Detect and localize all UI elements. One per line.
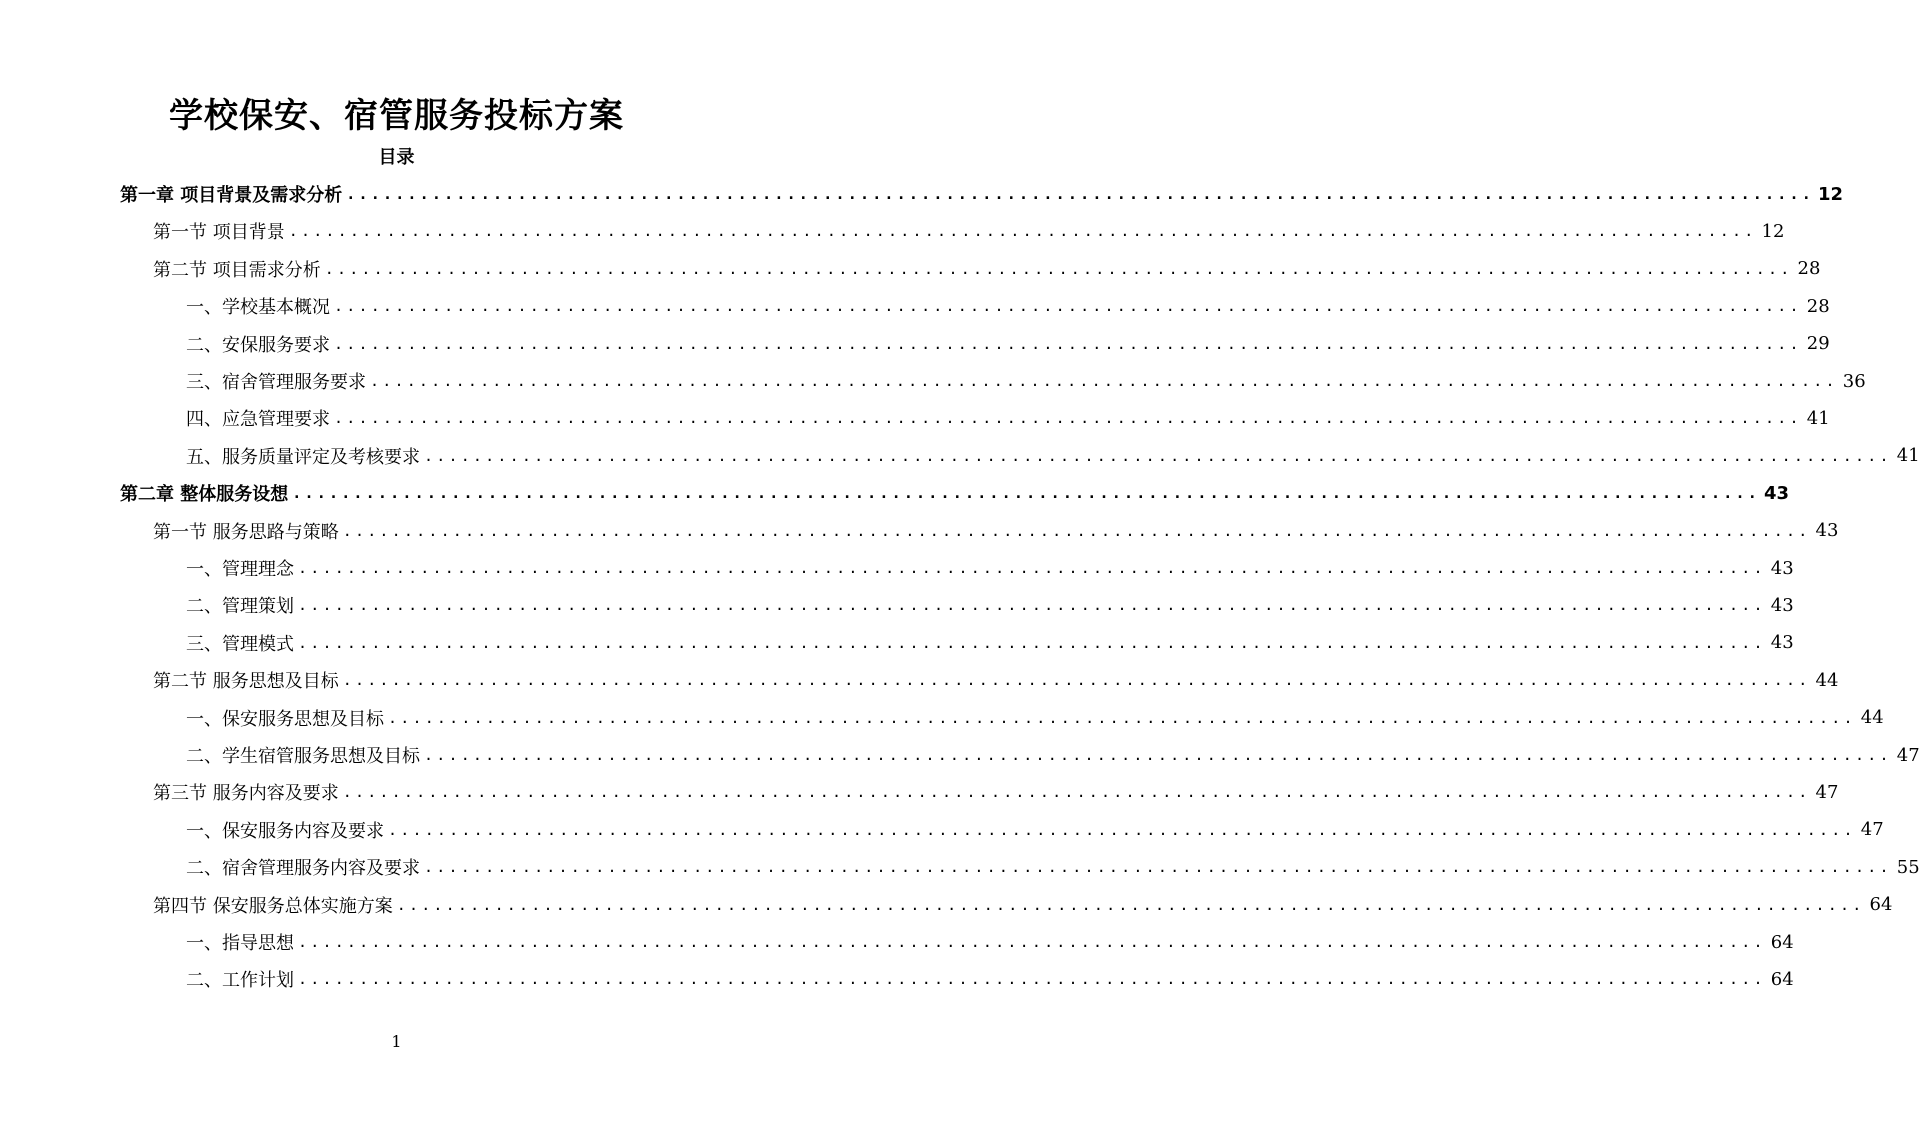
toc-subsection-entry[interactable] — [186, 927, 1794, 957]
toc-chapter-entry[interactable] — [120, 179, 1844, 209]
toc-dot-leader: ........................................................................................................................ — [298, 933, 1766, 951]
toc-subsection-entry[interactable] — [186, 703, 1884, 733]
toc-entry-label: 二、管理策划 — [186, 596, 294, 618]
toc-dot-leader: ........................................................................................................................ — [298, 633, 1766, 652]
toc-dot-leader: ........................................................................................................................ — [324, 259, 1793, 278]
toc-entry-page-number: 44 — [1815, 669, 1839, 691]
toc-entry-page-number: 64 — [1770, 931, 1794, 953]
toc-dot-leader: ........................................................................................................................ — [396, 895, 1865, 914]
toc-subsection-entry[interactable] — [186, 815, 1884, 845]
toc-dot-leader: ........................................................................................................................ — [342, 671, 1811, 690]
toc-entry-label: 一、指导思想 — [186, 933, 294, 954]
toc-dot-leader: ........................................................................................................................ — [292, 484, 1760, 503]
toc-entry-page-number: 43 — [1763, 482, 1790, 504]
toc-subsection-entry[interactable] — [186, 852, 1920, 882]
toc-dot-leader: ........................................................................................................................ — [388, 708, 1856, 727]
toc-section-entry[interactable] — [153, 890, 1893, 920]
toc-entry-page-number: 55 — [1896, 856, 1920, 878]
toc-entry-page-number: 36 — [1842, 370, 1866, 392]
toc-dot-leader: ........................................................................................................................ — [288, 222, 1757, 241]
toc-subsection-entry[interactable] — [186, 628, 1794, 658]
toc-subsection-entry[interactable] — [186, 590, 1794, 620]
toc-entry-page-number: 64 — [1770, 968, 1794, 990]
toc-dot-leader: ........................................................................................................................ — [424, 746, 1892, 764]
toc-entry-page-number: 12 — [1817, 183, 1844, 205]
toc-dot-leader: ........................................................................................................................ — [298, 596, 1766, 615]
toc-chapter-entry[interactable] — [120, 478, 1790, 508]
toc-dot-leader: ........................................................................................................................ — [298, 559, 1766, 577]
toc-entry-label: 第三节 服务内容及要求 — [153, 783, 339, 805]
toc-subsection-entry[interactable] — [186, 964, 1794, 994]
toc-section-entry[interactable] — [153, 516, 1839, 546]
toc-entry-label: 二、安保服务要求 — [186, 334, 330, 356]
toc-entry-label: 第二节 服务思想及目标 — [153, 671, 339, 693]
document-title: 学校保安、宿管服务投标方案 — [169, 96, 624, 136]
toc-entry-page-number: 29 — [1806, 333, 1830, 355]
toc-dot-leader: ........................................................................................................................ — [342, 521, 1811, 540]
toc-entry-label: 三、宿舍管理服务要求 — [186, 372, 366, 393]
toc-entry-page-number: 44 — [1860, 707, 1884, 729]
toc-entry-label: 一、保安服务思想及目标 — [186, 708, 384, 730]
toc-entry-page-number: 47 — [1896, 744, 1920, 766]
toc-entry-label: 一、学校基本概况 — [186, 297, 330, 319]
toc-entry-page-number: 47 — [1860, 819, 1884, 841]
toc-entry-label: 一、管理理念 — [186, 559, 294, 580]
toc-entry-label: 五、服务质量评定及考核要求 — [186, 446, 420, 468]
toc-entry-page-number: 28 — [1806, 295, 1830, 317]
toc-section-entry[interactable] — [153, 216, 1785, 246]
toc-entry-label: 三、管理模式 — [186, 633, 294, 655]
toc-heading: 目录 — [378, 147, 415, 168]
toc-dot-leader: ........................................................................................................................ — [334, 409, 1802, 428]
toc-entry-page-number: 43 — [1770, 557, 1794, 579]
toc-dot-leader: ........................................................................................................................ — [298, 970, 1766, 989]
toc-entry-label: 四、应急管理要求 — [186, 409, 330, 431]
toc-section-entry[interactable] — [153, 665, 1839, 695]
toc-entry-label: 第一节 服务思路与策略 — [153, 521, 339, 543]
toc-entry-page-number: 43 — [1770, 632, 1794, 654]
toc-entry-page-number: 41 — [1896, 445, 1920, 467]
toc-entry-label: 第一章 项目背景及需求分析 — [120, 185, 343, 206]
toc-dot-leader: ........................................................................................................................ — [342, 783, 1811, 802]
toc-dot-leader: ........................................................................................................................ — [334, 297, 1802, 316]
toc-dot-leader: ........................................................................................................................ — [346, 185, 1814, 203]
toc-entry-page-number: 12 — [1761, 220, 1785, 242]
toc-subsection-entry[interactable] — [186, 441, 1920, 471]
toc-dot-leader: ........................................................................................................................ — [388, 820, 1856, 839]
toc-entry-label: 第二节 项目需求分析 — [153, 259, 321, 281]
toc-subsection-entry[interactable] — [186, 740, 1920, 770]
toc-section-entry[interactable] — [153, 777, 1839, 807]
toc-entry-page-number: 64 — [1869, 894, 1893, 916]
toc-entry-label: 二、宿舍管理服务内容及要求 — [186, 858, 420, 880]
toc-entry-label: 二、学生宿管服务思想及目标 — [186, 746, 420, 767]
toc-entry-page-number: 43 — [1815, 520, 1839, 542]
toc-entry-label: 第四节 保安服务总体实施方案 — [153, 895, 393, 917]
toc-subsection-entry[interactable] — [186, 403, 1830, 433]
toc-dot-leader: ........................................................................................................................ — [334, 334, 1802, 353]
toc-entry-label: 第一节 项目背景 — [153, 222, 285, 244]
toc-entry-page-number: 28 — [1797, 258, 1821, 280]
toc-dot-leader: ........................................................................................................................ — [424, 858, 1892, 877]
page-number: 1 — [391, 1032, 402, 1051]
toc-entry-page-number: 43 — [1770, 594, 1794, 616]
toc-entry-label: 一、保安服务内容及要求 — [186, 820, 384, 842]
toc-entry-page-number: 41 — [1806, 407, 1830, 429]
toc-subsection-entry[interactable] — [186, 329, 1830, 359]
toc-entry-label: 第二章 整体服务设想 — [120, 484, 289, 506]
toc-subsection-entry[interactable] — [186, 553, 1794, 583]
toc-entry-page-number: 47 — [1815, 781, 1839, 803]
toc-dot-leader: ........................................................................................................................ — [424, 446, 1892, 465]
toc-subsection-entry[interactable] — [186, 366, 1866, 396]
toc-subsection-entry[interactable] — [186, 291, 1830, 321]
toc-entry-label: 二、工作计划 — [186, 970, 294, 992]
toc-section-entry[interactable] — [153, 254, 1821, 284]
toc-dot-leader: ........................................................................................................................ — [370, 372, 1838, 390]
